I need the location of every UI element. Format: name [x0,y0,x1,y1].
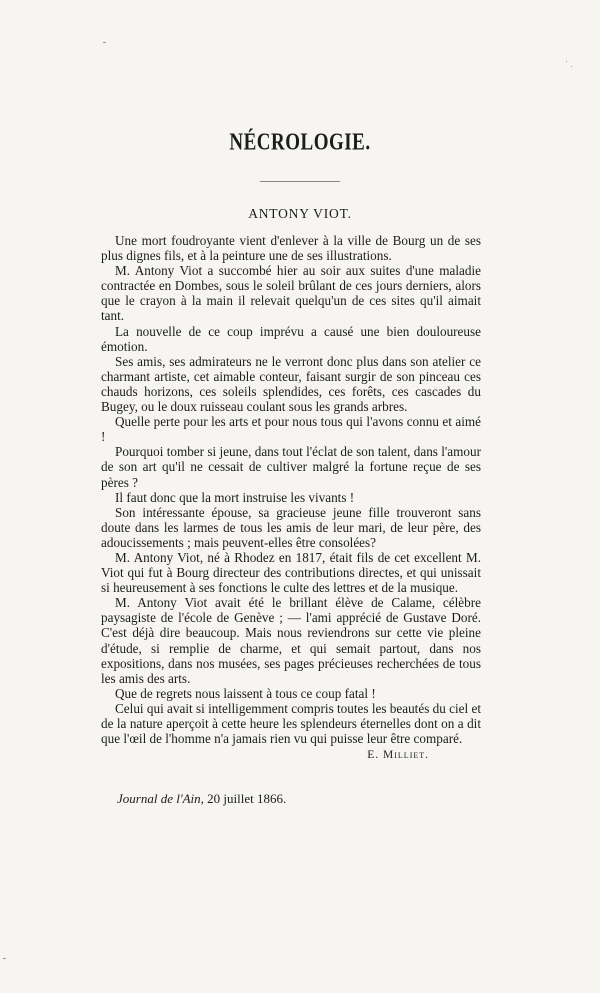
paragraph: Une mort foudroyante vient d'enlever à la ville de Bourg un de ses plus dignes fils, et à la peinture une de ses illustrations. [101,233,481,264]
paragraph: Celui qui avait si intelligemment compris toutes les beautés du ciel et de la nature aperçoit à cette heure les splendeurs éternelles dont on a dit que l'œil de l'homme n'a jamais rien vu qui puisse leur être comparé. [101,700,481,747]
article-body [101,233,481,746]
article-subtitle: ANTONY VIOT. [248,206,352,221]
paragraph: Quelle perte pour les arts et pour nous tous qui l'avons connu et aimé ! [101,414,481,445]
paper-speck [103,42,106,43]
page-title: NÉCROLOGIE. [229,129,371,156]
title-divider [260,181,340,182]
author-signature: E. Milliet. [367,749,429,761]
publication-name: Journal de l'Ain, [117,791,204,806]
source-citation [117,791,286,807]
paragraph: M. Antony Viot avait été le brillant élève de Calame, célèbre paysagiste de l'école de Genève ; — l'ami apprécié de Gustave Doré. C'est déjà dire beaucoup. Mais nous reviendrons sur cette vie pleine d'étude, si remplie de charme, et qui semait partout, dans nos expositions, dans nos musées, ses pages précieuses recherchées de tous les amis des arts. [101,595,481,686]
paragraph: Son intéressante épouse, sa gracieuse jeune fille trouveront sans doute dans les larmes de tous les amis de leur mari, de leur père, des adoucissements ; mais peuvent-elles être consolées? [101,504,481,550]
paragraph: Il faut donc que la mort instruise les vivants ! [115,489,355,505]
paragraph: M. Antony Viot a succombé hier au soir aux suites d'une maladie contractée en Dombes, sous le soleil brûlant de ces jours derniers, alors que le crayon à la main il relevait quelqu'un de ces sites qu'il aimait tant. [101,263,481,324]
publication-date: 20 juillet 1866. [207,791,287,806]
paragraph: Pourquoi tomber si jeune, dans tout l'éclat de son talent, dans l'amour de son art qu'il ne cessait de cultiver malgré la fortune reçue de ses pères ? [101,444,481,490]
paper-speck [3,958,6,959]
paragraph: Ses amis, ses admirateurs ne le verront donc plus dans son atelier ce charmant artiste, cet aimable conteur, faisant surgir de son pinceau ces chauds horizons, ces soleils splendides, ces forêts, ces cascades du Bugey, ou le doux ruisseau coulant sous les grands arbres. [101,353,481,415]
paragraph: Que de regrets nous laissent à tous ce coup fatal ! [115,685,376,701]
paragraph: La nouvelle de ce coup imprévu a causé une bien douloureuse émotion. [101,323,481,354]
paper-speck [571,66,572,67]
paragraph: M. Antony Viot, né à Rhodez en 1817, était fils de cet excellent M. Viot qui fut à Bourg directeur des contributions directes, et qui unissait si heureusement à ses fonctions le culte des lettres et de la musique. [101,549,481,596]
paper-speck [566,61,567,62]
